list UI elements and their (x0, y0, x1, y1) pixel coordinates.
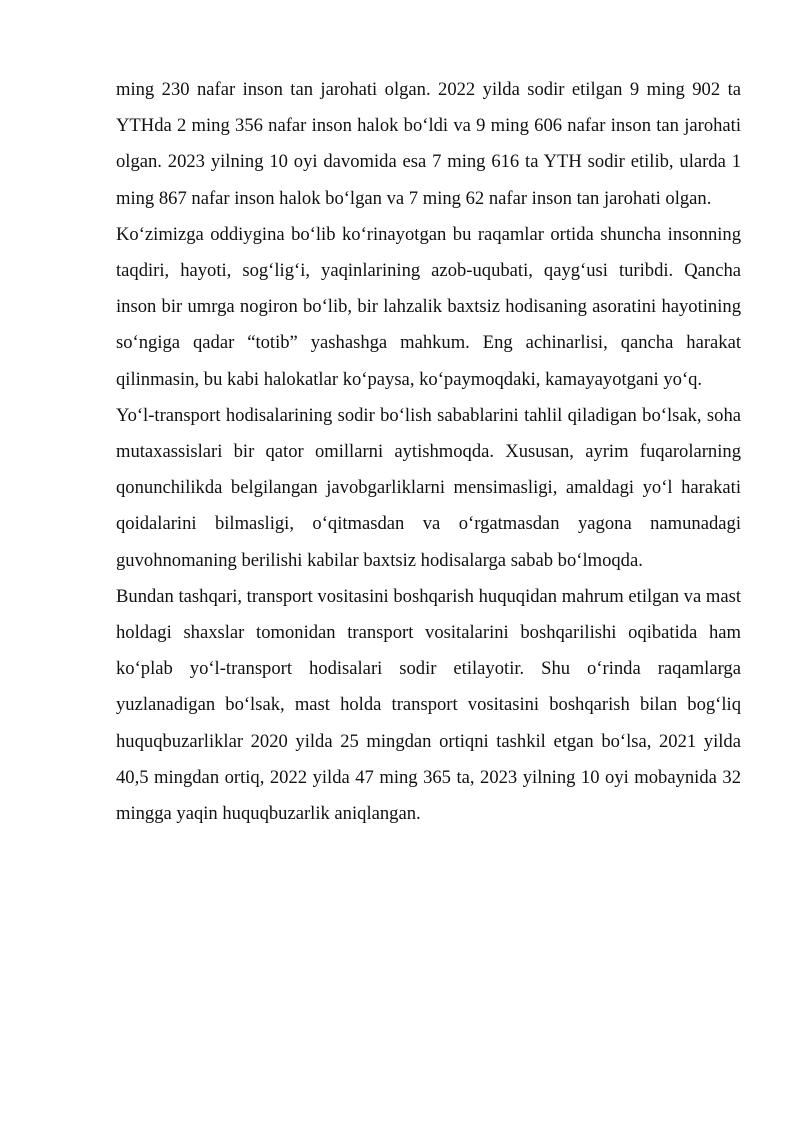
paragraph-human-cost: Koʻzimizga oddiygina boʻlib koʻrinayotgan bu raqamlar ortida shuncha insonning taqdiri, hayoti, sogʻligʻi, yaqinlarining azob-uqubati, qaygʻusi turibdi. Qancha inson bir umrga nogiron boʻlib, bir lahzalik baxtsiz hodisaning asoratini hayotining soʻngiga qadar “totib” yashashga mahkum. Eng achinarlisi, qancha harakat qilinmasin, bu kabi halokatlar koʻpaysa, koʻpaymoqdaki, kamayayotgani yoʻq. (116, 223, 741, 390)
paragraph-injury-statistics: ming 230 nafar inson tan jarohati olgan. 2022 yilda sodir etilgan 9 ming 902 ta YTHda 2 ming 356 nafar inson halok boʻldi va 9 ming 606 nafar inson tan jarohati olgan. 2023 yilning 10 oyi davomida esa 7 ming 616 ta YTH sodir etilib, ularda 1 ming 867 nafar inson halok boʻlgan va 7 ming 62 nafar inson tan jarohati olgan. (116, 79, 741, 209)
paragraph-drunk-driving-statistics: Bundan tashqari, transport vositasini boshqarish huquqidan mahrum etilgan va mast holdagi shaxslar tomonidan transport vositalarini boshqarilishi oqibatida ham koʻplab yoʻl-transport hodisalari sodir etilayotir. Shu oʻrinda raqamlarga yuzlanadigan boʻlsak, mast holda transport vositasini boshqarish bilan bogʻliq huquqbuzarliklar 2020 yilda 25 mingdan ortiqni tashkil etgan boʻlsa, 2021 yilda 40,5 mingdan ortiq, 2022 yilda 47 ming 365 ta, 2023 yilning 10 oyi mobaynida 32 mingga yaqin huquqbuzarlik aniqlangan. (116, 585, 741, 825)
paragraph-accident-causes: Yoʻl-transport hodisalarining sodir boʻlish sabablarini tahlil qiladigan boʻlsak, soha mutaxassislari bir qator omillarni aytishmoqda. Xususan, ayrim fuqarolarning qonunchilikda belgilangan javobgarliklarni mensimasligi, amaldagi yoʻl harakati qoidalarini bilmasligi, oʻqitmasdan va oʻrgatmasdan yagona namunadagi guvohnomaning berilishi kabilar baxtsiz hodisalarga sabab boʻlmoqda. (116, 404, 741, 571)
document-page (116, 72, 741, 832)
